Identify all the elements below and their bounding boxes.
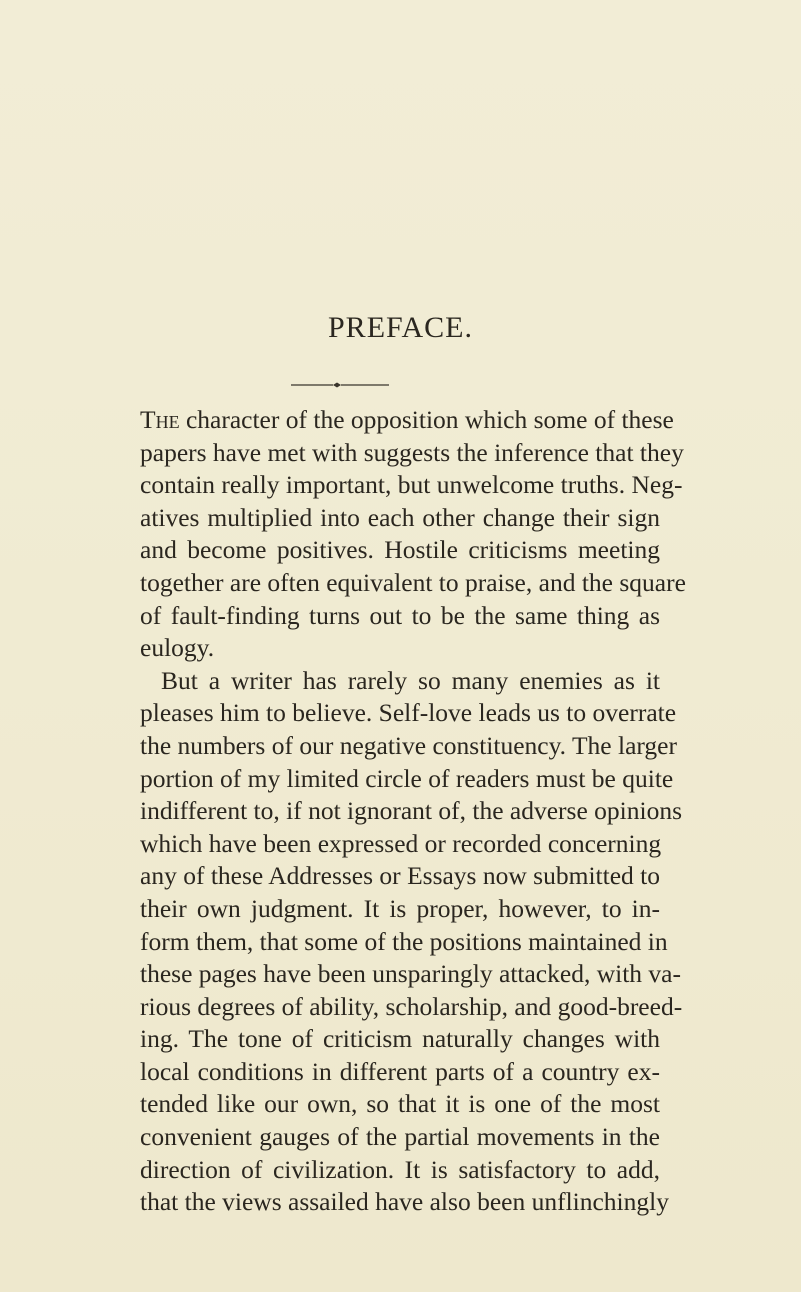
text-line: form them, that some of the positions maintained in [140, 926, 668, 956]
text-line: portion of my limited circle of readers must be quite [140, 763, 674, 793]
text-line: convenient gauges of the partial movements in the [140, 1122, 660, 1152]
text-line: these pages have been unsparingly attacked, with va- [140, 959, 681, 989]
text-line: the numbers of our negative constituency. The larger [140, 730, 677, 760]
text-line: ing. The tone of criticism naturally changes with [140, 1024, 660, 1054]
text-line: papers have met with suggests the inference that they [140, 437, 684, 467]
text-line: indifferent to, if not ignorant of, the adverse opinions [140, 796, 682, 826]
text-line: local conditions in different parts of a country ex- [140, 1056, 660, 1086]
text-line: that the views assailed have also been unflinchingly [140, 1187, 669, 1217]
preface-body [140, 404, 686, 1219]
text-line: eulogy. [140, 633, 215, 663]
text-line: rious degrees of ability, scholarship, and good-breed- [140, 991, 683, 1021]
text-line: of fault-finding turns out to be the same thing as [140, 600, 660, 630]
text-line: atives multiplied into each other change their sign [140, 502, 660, 532]
text-line: But a writer has rarely so many enemies as it [161, 665, 660, 695]
divider-ornament [291, 382, 391, 388]
text-line: any of these Addresses or Essays now submitted to [140, 861, 660, 891]
text-line: which have been expressed or recorded concerning [140, 828, 662, 858]
opening-word: The [140, 405, 180, 434]
text-line: together are often equivalent to praise, and the square [140, 567, 686, 597]
text-line: The character of the opposition which some of these [140, 405, 674, 434]
text-line: tended like our own, so that it is one of the most [140, 1089, 660, 1119]
page-title: PREFACE. [328, 311, 473, 344]
text-line: direction of civilization. It is satisfactory to add, [140, 1154, 660, 1184]
text-line: and become positives. Hostile criticisms meeting [140, 535, 660, 565]
text-line: pleases him to believe. Self-love leads us to overrate [140, 698, 677, 728]
text-line: contain really important, but unwelcome truths. Neg- [140, 470, 683, 500]
text-line: their own judgment. It is proper, however, to in- [140, 893, 660, 923]
